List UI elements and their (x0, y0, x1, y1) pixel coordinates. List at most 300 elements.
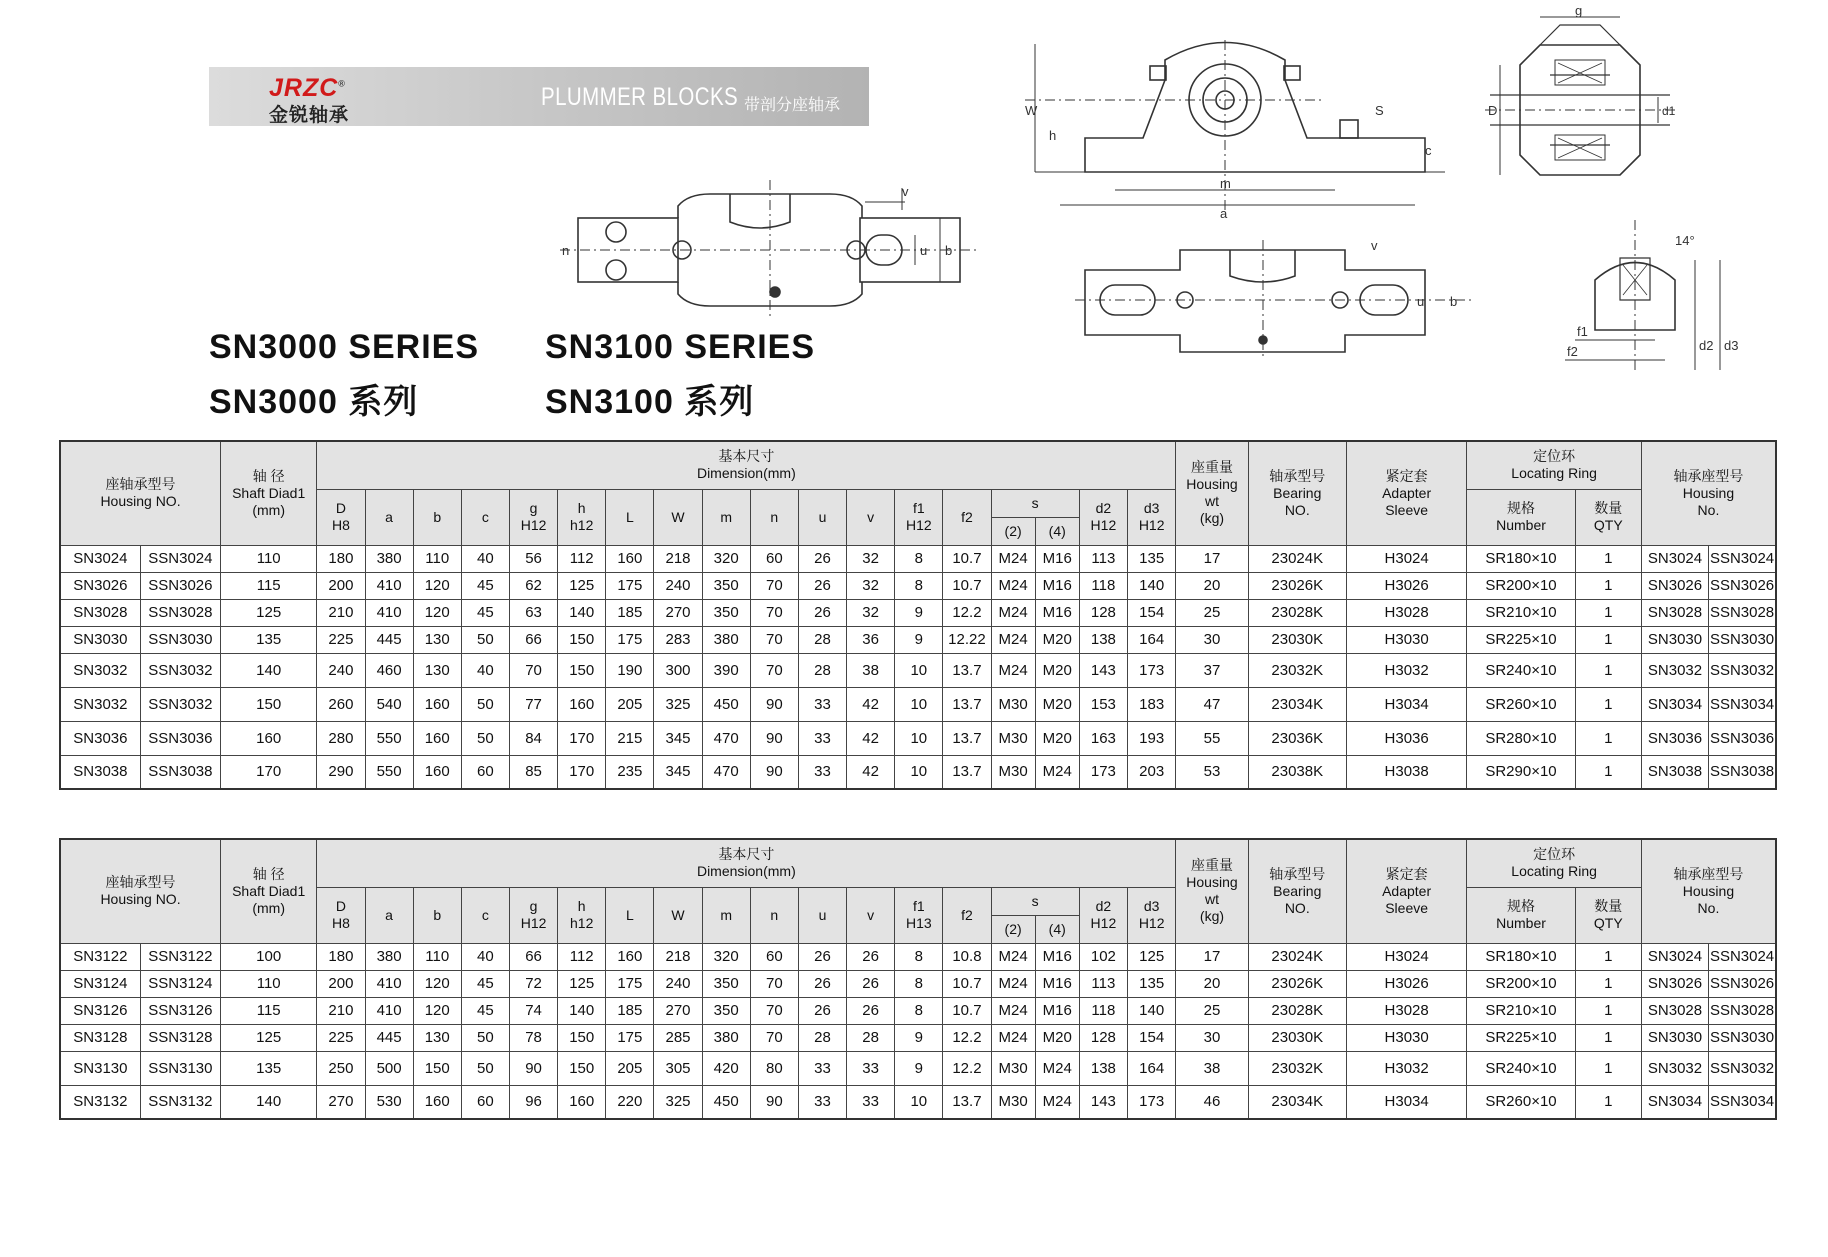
table-cell: H3032 (1346, 1051, 1466, 1085)
table-cell: M20 (1035, 721, 1079, 755)
header-dim-a (365, 887, 413, 943)
table-cell: 380 (702, 1024, 750, 1051)
header-text: d3 (1143, 898, 1160, 914)
header-text: (4) (1048, 522, 1066, 539)
table-cell: SSN3028 (1709, 997, 1776, 1024)
header-text: Number (1496, 915, 1546, 931)
table-cell: SSN3024 (140, 545, 220, 572)
table-cell: SN3032 (60, 687, 140, 721)
header-dim-s (991, 489, 1079, 517)
table-cell: SR240×10 (1467, 1051, 1575, 1085)
header-text: D (335, 500, 346, 516)
table-cell: 325 (654, 687, 702, 721)
table-cell: 345 (654, 721, 702, 755)
table-cell: 17 (1176, 943, 1248, 970)
header-text: n (770, 508, 779, 525)
series-title-sn3100: SN3100 SERIES (545, 328, 816, 366)
table-cell: 28 (798, 626, 846, 653)
header-text: 定位环 (1533, 448, 1576, 465)
table-cell: 210 (317, 997, 365, 1024)
table-cell: SR290×10 (1467, 755, 1575, 789)
table-cell: 120 (413, 997, 461, 1024)
table-cell: 40 (461, 653, 509, 687)
header-housing-weight (1176, 839, 1248, 943)
table-cell: 200 (317, 572, 365, 599)
header-dim-f1 (895, 489, 943, 545)
header-text: L (625, 508, 634, 525)
table-cell: 345 (654, 755, 702, 789)
table-cell: 33 (847, 1051, 895, 1085)
table-cell: SSN3024 (1709, 943, 1776, 970)
table-cell: 290 (317, 755, 365, 789)
header-dim-g (509, 887, 557, 943)
header-text: g (529, 898, 538, 914)
table-cell: SN3036 (1641, 721, 1708, 755)
header-housing-no (60, 839, 221, 943)
table-cell: 26 (798, 545, 846, 572)
table-cell: 30 (1176, 626, 1248, 653)
header-text: s (1031, 892, 1039, 909)
header-dim-a (365, 489, 413, 545)
header-text: Sleeve (1385, 899, 1429, 916)
header-text: H12 (1090, 517, 1117, 533)
table-cell: 305 (654, 1051, 702, 1085)
table-cell: 175 (606, 572, 654, 599)
table-cell: M24 (991, 653, 1035, 687)
header-text: b (433, 906, 442, 923)
table-cell: 33 (798, 721, 846, 755)
table-cell: 150 (558, 626, 606, 653)
table-cell: 380 (702, 626, 750, 653)
table-cell: 10.7 (943, 545, 991, 572)
header-text: H12 (1090, 915, 1117, 931)
table-cell: 50 (461, 687, 509, 721)
series-title-sn3000: SN3000 SERIES (209, 328, 480, 366)
table-cell: 445 (365, 626, 413, 653)
table-cell: 550 (365, 755, 413, 789)
table-cell: 530 (365, 1085, 413, 1119)
header-text: (mm) (252, 899, 286, 916)
table-cell: 26 (847, 970, 895, 997)
table-cell: 28 (798, 1024, 846, 1051)
table-cell: 140 (558, 997, 606, 1024)
table-cell: 13.7 (943, 755, 991, 789)
table-cell: 170 (558, 755, 606, 789)
table-cell: M24 (1035, 1051, 1079, 1085)
table-cell: 325 (654, 1085, 702, 1119)
table-cell: 60 (750, 545, 798, 572)
table-cell: 42 (847, 687, 895, 721)
table-cell: 410 (365, 572, 413, 599)
table-cell: 100 (221, 943, 317, 970)
table-cell: 13.7 (943, 653, 991, 687)
table-cell: SN3036 (60, 721, 140, 755)
table-cell: 130 (413, 653, 461, 687)
table-cell: SN3130 (60, 1051, 140, 1085)
header-text: h12 (570, 915, 594, 931)
housing-section-drawing (1480, 5, 1680, 195)
table-cell: 23038K (1248, 755, 1346, 789)
header-text: Number (1496, 517, 1546, 533)
table-cell: 128 (1079, 1024, 1127, 1051)
table-cell: 60 (461, 1085, 509, 1119)
table-cell: 42 (847, 721, 895, 755)
table-cell: 1 (1575, 572, 1641, 599)
header-dim-D (317, 489, 365, 545)
table-cell: M24 (991, 1024, 1035, 1051)
table-cell: 70 (750, 599, 798, 626)
table-cell: 26 (847, 997, 895, 1024)
table-cell: SN3038 (1641, 755, 1708, 789)
header-dim-L (606, 887, 654, 943)
table-cell: 23026K (1248, 970, 1346, 997)
header-text: (2) (1004, 522, 1022, 539)
table-cell: SN3026 (60, 572, 140, 599)
table-cell: 350 (702, 599, 750, 626)
dim-label-m: m (1220, 176, 1231, 191)
table-cell: 45 (461, 997, 509, 1024)
header-text: QTY (1593, 915, 1623, 931)
table-cell: M16 (1035, 970, 1079, 997)
table-cell: 37 (1176, 653, 1248, 687)
table-cell: M24 (1035, 1085, 1079, 1119)
table-cell: 270 (654, 599, 702, 626)
table-cell: 160 (221, 721, 317, 755)
header-text: 轴承座型号 (1673, 467, 1744, 484)
table-cell: 110 (413, 943, 461, 970)
table-cell: 50 (461, 721, 509, 755)
table-cell: M24 (991, 599, 1035, 626)
table-cell: 17 (1176, 545, 1248, 572)
header-dim-f1 (895, 887, 943, 943)
table-cell: 80 (750, 1051, 798, 1085)
table-cell: SR225×10 (1467, 1024, 1575, 1051)
table-cell: 283 (654, 626, 702, 653)
table-cell: SN3032 (1641, 1051, 1708, 1085)
header-text: d2 (1095, 898, 1112, 914)
table-cell: 225 (317, 1024, 365, 1051)
header-text: a (385, 906, 393, 923)
table-cell: 26 (798, 943, 846, 970)
table-cell: 128 (1079, 599, 1127, 626)
table-cell: M16 (1035, 572, 1079, 599)
table-cell: 112 (558, 545, 606, 572)
table-cell: 12.2 (943, 1051, 991, 1085)
table-cell: SSN3122 (140, 943, 220, 970)
table-cell: SN3028 (60, 599, 140, 626)
table-cell: 90 (750, 687, 798, 721)
table-cell: 23034K (1248, 687, 1346, 721)
table-cell: 170 (221, 755, 317, 789)
header-dim-s2 (991, 915, 1035, 943)
table-cell: 1 (1575, 755, 1641, 789)
table-cell: 205 (606, 1051, 654, 1085)
table-cell: 138 (1079, 626, 1127, 653)
table-cell: 85 (509, 755, 557, 789)
table-cell: 118 (1079, 572, 1127, 599)
table-row (60, 1024, 1776, 1051)
table-cell: 135 (221, 626, 317, 653)
table-cell: 9 (895, 1024, 943, 1051)
header-text: wt (1204, 493, 1219, 510)
table-cell: 10.8 (943, 943, 991, 970)
table-cell: 56 (509, 545, 557, 572)
table-cell: 72 (509, 970, 557, 997)
header-text: 轴承型号 (1269, 467, 1326, 484)
header-shaft-dia (221, 839, 317, 943)
table-cell: 460 (365, 653, 413, 687)
table-cell: 90 (509, 1051, 557, 1085)
header-text: wt (1204, 891, 1219, 908)
table-row (60, 572, 1776, 599)
dim-label-c: c (1425, 143, 1432, 158)
table-cell: SSN3032 (140, 653, 220, 687)
table-cell: SN3032 (60, 653, 140, 687)
table-cell: 113 (1079, 545, 1127, 572)
header-text: h (577, 898, 586, 914)
table-cell: 38 (1176, 1051, 1248, 1085)
table-row (60, 721, 1776, 755)
table-cell: 164 (1127, 626, 1175, 653)
table-cell: 140 (558, 599, 606, 626)
table-cell: M24 (991, 970, 1035, 997)
table-cell: M30 (991, 1051, 1035, 1085)
header-dim-d2 (1079, 887, 1127, 943)
header-text: 基本尺寸 (718, 448, 775, 465)
header-text: Locating Ring (1511, 863, 1597, 880)
table-cell: SN3024 (1641, 943, 1708, 970)
table-cell: 285 (654, 1024, 702, 1051)
dim-label-D: D (1488, 103, 1498, 118)
header-text: H12 (520, 517, 547, 533)
sn3000-spec-table (59, 440, 1777, 790)
header-text: c (481, 508, 489, 525)
table-cell: 53 (1176, 755, 1248, 789)
table-cell: SSN3036 (140, 721, 220, 755)
table-cell: 138 (1079, 1051, 1127, 1085)
table-cell: 143 (1079, 653, 1127, 687)
table-cell: 240 (654, 970, 702, 997)
header-text: Housing NO. (100, 891, 181, 908)
table-cell: 1 (1575, 970, 1641, 997)
header-text: 基本尺寸 (718, 846, 775, 863)
table-cell: 113 (1079, 970, 1127, 997)
header-dim-f2 (943, 489, 991, 545)
table-cell: 10.7 (943, 970, 991, 997)
table-row (60, 970, 1776, 997)
header-dim-L (606, 489, 654, 545)
table-cell: SN3034 (1641, 1085, 1708, 1119)
table-cell: SR210×10 (1467, 599, 1575, 626)
header-text: v (867, 906, 875, 923)
table-cell: M24 (1035, 755, 1079, 789)
table-cell: SSN3132 (140, 1085, 220, 1119)
table-cell: 210 (317, 599, 365, 626)
dim-label-f2: f2 (1567, 344, 1578, 359)
header-text: Housing NO. (100, 493, 181, 510)
header-text: 规格 (1506, 898, 1535, 914)
table-cell: 150 (558, 1051, 606, 1085)
table-cell: SR200×10 (1467, 970, 1575, 997)
table-cell: 10.7 (943, 572, 991, 599)
header-bearing-no (1248, 441, 1346, 545)
dim-label-v-2: v (1371, 240, 1378, 253)
header-text: 轴 径 (252, 865, 285, 882)
table-cell: 62 (509, 572, 557, 599)
header-ring-qty (1575, 489, 1641, 545)
table-cell: 135 (221, 1051, 317, 1085)
dim-label-W: W (1025, 103, 1038, 118)
table-cell: H3032 (1346, 653, 1466, 687)
table-cell: 410 (365, 970, 413, 997)
table-cell: 10 (895, 755, 943, 789)
table-cell: 26 (798, 572, 846, 599)
table-cell: 9 (895, 1051, 943, 1085)
table-cell: 175 (606, 626, 654, 653)
table-cell: SSN3128 (140, 1024, 220, 1051)
table-cell: 300 (654, 653, 702, 687)
table-cell: H3030 (1346, 626, 1466, 653)
table-cell: 218 (654, 943, 702, 970)
table-cell: 1 (1575, 599, 1641, 626)
brand-logo: JRZC® (269, 74, 346, 102)
table-cell: 8 (895, 943, 943, 970)
table-cell: 160 (413, 1085, 461, 1119)
table-cell: 8 (895, 970, 943, 997)
table-cell: M24 (991, 943, 1035, 970)
header-dim-b (413, 489, 461, 545)
header-adapter-sleeve (1346, 441, 1466, 545)
header-text: u (818, 906, 827, 923)
table-cell: 240 (317, 653, 365, 687)
table-cell: 23030K (1248, 626, 1346, 653)
dim-label-b-2: b (1450, 294, 1458, 309)
header-text: u (818, 508, 827, 525)
dim-label-n: n (562, 243, 570, 258)
table-cell: 180 (317, 545, 365, 572)
table-cell: 28 (798, 653, 846, 687)
table-cell: H3024 (1346, 943, 1466, 970)
table-cell: SN3032 (1641, 653, 1708, 687)
table-cell: 23036K (1248, 721, 1346, 755)
header-text: 座重量 (1190, 857, 1233, 874)
table-cell: 1 (1575, 1085, 1641, 1119)
table-row (60, 997, 1776, 1024)
table-cell: 320 (702, 545, 750, 572)
table-cell: H3038 (1346, 755, 1466, 789)
table-cell: 160 (558, 1085, 606, 1119)
table-cell: 205 (606, 687, 654, 721)
table-cell: SSN3038 (140, 755, 220, 789)
table-cell: 160 (413, 755, 461, 789)
header-text: Dimension(mm) (696, 465, 796, 482)
table-cell: SSN3024 (1709, 545, 1776, 572)
table-cell: 28 (847, 1024, 895, 1051)
header-text: 数量 (1594, 898, 1623, 914)
table-cell: M16 (1035, 545, 1079, 572)
table-cell: 90 (750, 755, 798, 789)
series-title-sn3100-cn: SN3100 系列 (545, 383, 755, 421)
table-cell: 154 (1127, 1024, 1175, 1051)
table-cell: SN3034 (1641, 687, 1708, 721)
table-cell: 270 (317, 1085, 365, 1119)
header-text: Housing (1682, 882, 1735, 899)
table-cell: SN3030 (60, 626, 140, 653)
table-cell: 550 (365, 721, 413, 755)
table-cell: 470 (702, 755, 750, 789)
table-cell: 25 (1176, 599, 1248, 626)
table-cell: 183 (1127, 687, 1175, 721)
table-cell: SN3028 (1641, 599, 1708, 626)
table-cell: 110 (221, 970, 317, 997)
table-cell: 160 (413, 721, 461, 755)
header-text: s (1031, 494, 1039, 511)
dim-label-b: b (945, 243, 953, 258)
header-text: n (770, 906, 779, 923)
header-housing-seat-no (1641, 839, 1776, 943)
header-dim-d2 (1079, 489, 1127, 545)
table-cell: 10 (895, 687, 943, 721)
table-cell: SSN3124 (140, 970, 220, 997)
table-cell: SR225×10 (1467, 626, 1575, 653)
table-cell: 8 (895, 572, 943, 599)
table-cell: 350 (702, 970, 750, 997)
table-cell: 10 (895, 653, 943, 687)
table-cell: 26 (798, 599, 846, 626)
header-dimension (317, 839, 1176, 887)
table-cell: SR210×10 (1467, 997, 1575, 1024)
header-dimension (317, 441, 1176, 489)
header-dim-c (461, 489, 509, 545)
header-text: Bearing (1273, 484, 1322, 501)
table-cell: SN3030 (1641, 1024, 1708, 1051)
table-cell: 84 (509, 721, 557, 755)
table-cell: 50 (461, 1051, 509, 1085)
table-cell: 33 (798, 1051, 846, 1085)
table-cell: M30 (991, 1085, 1035, 1119)
dim-label-h: h (1049, 128, 1057, 143)
table-row (60, 687, 1776, 721)
table-cell: 160 (606, 545, 654, 572)
table-cell: 225 (317, 626, 365, 653)
table-cell: 10 (895, 1085, 943, 1119)
table-cell: SSN3028 (140, 599, 220, 626)
table-cell: M30 (991, 721, 1035, 755)
table-cell: SSN3030 (1709, 1024, 1776, 1051)
table-cell: 26 (798, 970, 846, 997)
table-cell: 23028K (1248, 997, 1346, 1024)
header-text: 轴承座型号 (1673, 865, 1744, 882)
table-cell: SN3028 (1641, 997, 1708, 1024)
header-text: No. (1697, 501, 1720, 518)
header-text: d2 (1095, 500, 1112, 516)
housing-top-view-drawing (560, 180, 980, 320)
table-cell: 40 (461, 545, 509, 572)
table-cell: 60 (750, 943, 798, 970)
table-cell: 32 (847, 572, 895, 599)
table-cell: 270 (654, 997, 702, 1024)
table-cell: 25 (1176, 997, 1248, 1024)
header-text: NO. (1284, 501, 1310, 518)
table-cell: SSN3030 (1709, 626, 1776, 653)
header-text: b (433, 508, 442, 525)
header-text: H12 (905, 517, 932, 533)
header-text: d3 (1143, 500, 1160, 516)
table-cell: 150 (221, 687, 317, 721)
table-cell: 36 (847, 626, 895, 653)
table-cell: SSN3030 (140, 626, 220, 653)
table-cell: 185 (606, 599, 654, 626)
